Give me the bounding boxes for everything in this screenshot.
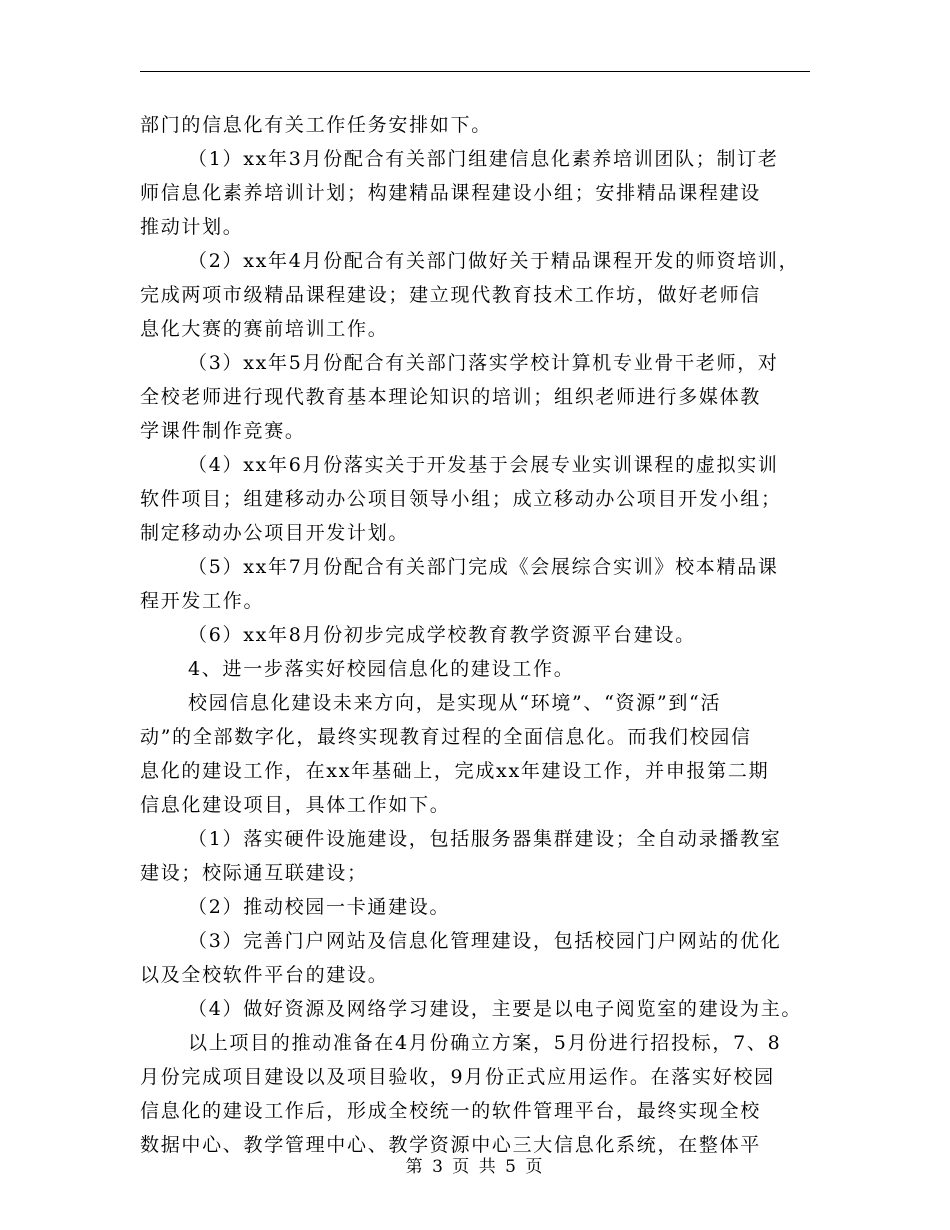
text-line: 部门的信息化有关工作任务安排如下。 — [140, 114, 492, 136]
text-line: （5）xx年7月份配合有关部门完成《会展综合实训》校本精品课 — [188, 556, 779, 578]
text-line: （1）落实硬件设施建设，包括服务器集群建设；全自动录播教室 — [188, 828, 782, 850]
text-line: 推动计划。 — [140, 216, 244, 238]
text-line: （3）xx年5月份配合有关部门落实学校计算机专业骨干老师，对 — [188, 352, 779, 374]
text-line: 4、进一步落实好校园信息化的建设工作。 — [188, 658, 575, 680]
text-line: 全校老师进行现代教育基本理论知识的培训；组织老师进行多媒体教 — [140, 386, 762, 408]
text-line: 学课件制作竞赛。 — [140, 420, 306, 442]
text-line: 月份完成项目建设以及项目验收，9月份正式应用运作。在落实好校园 — [140, 1066, 775, 1088]
text-line: （2）xx年4月份配合有关部门做好关于精品课程开发的师资培训， — [188, 250, 800, 272]
text-line: 师信息化素养培训计划；构建精品课程建设小组；安排精品课程建设 — [140, 182, 762, 204]
text-line: （1）xx年3月份配合有关部门组建信息化素养培训团队；制订老 — [188, 148, 779, 170]
text-line: 完成两项市级精品课程建设；建立现代教育技术工作坊，做好老师信 — [140, 284, 762, 306]
text-line: 建设；校际通互联建设； — [140, 862, 368, 884]
text-line: 软件项目；组建移动办公项目领导小组；成立移动办公项目开发小组； — [140, 488, 782, 510]
text-line: 以上项目的推动准备在4月份确立方案，5月份进行招投标，7、8 — [188, 1032, 782, 1054]
text-line: （6）xx年8月份初步完成学校教育教学资源平台建设。 — [188, 624, 696, 646]
page-number-label: 第 3 页 共 5 页 — [405, 1157, 545, 1177]
text-line: 息化大赛的赛前培训工作。 — [140, 318, 389, 340]
header-rule — [140, 71, 810, 72]
text-line: （2）推动校园一卡通建设。 — [188, 896, 451, 918]
text-line: 校园信息化建设未来方向，是实现从“环境”、“资源”到“活 — [188, 692, 722, 714]
text-line: （3）完善门户网站及信息化管理建设，包括校园门户网站的优化 — [188, 930, 782, 952]
text-line: 信息化的建设工作后，形成全校统一的软件管理平台，最终实现全校 — [140, 1100, 762, 1122]
text-line: 制定移动办公项目开发计划。 — [140, 522, 410, 544]
document-body — [140, 108, 815, 1162]
text-line: （4）xx年6月份落实关于开发基于会展专业实训课程的虚拟实训 — [188, 454, 779, 476]
text-line: 信息化建设项目，具体工作如下。 — [140, 794, 451, 816]
text-line: 息化的建设工作，在xx年基础上，完成xx年建设工作，并申报第二期 — [140, 760, 770, 782]
text-line: 程开发工作。 — [140, 590, 265, 612]
text-line: 以及全校软件平台的建设。 — [140, 964, 389, 986]
text-line: 动”的全部数字化，最终实现教育过程的全面信息化。而我们校园信 — [140, 726, 752, 748]
text-line: （4）做好资源及网络学习建设，主要是以电子阅览室的建设为主。 — [188, 998, 803, 1020]
text-line: 数据中心、教学管理中心、教学资源中心三大信息化系统，在整体平 — [140, 1134, 762, 1156]
page-footer — [0, 1156, 950, 1178]
